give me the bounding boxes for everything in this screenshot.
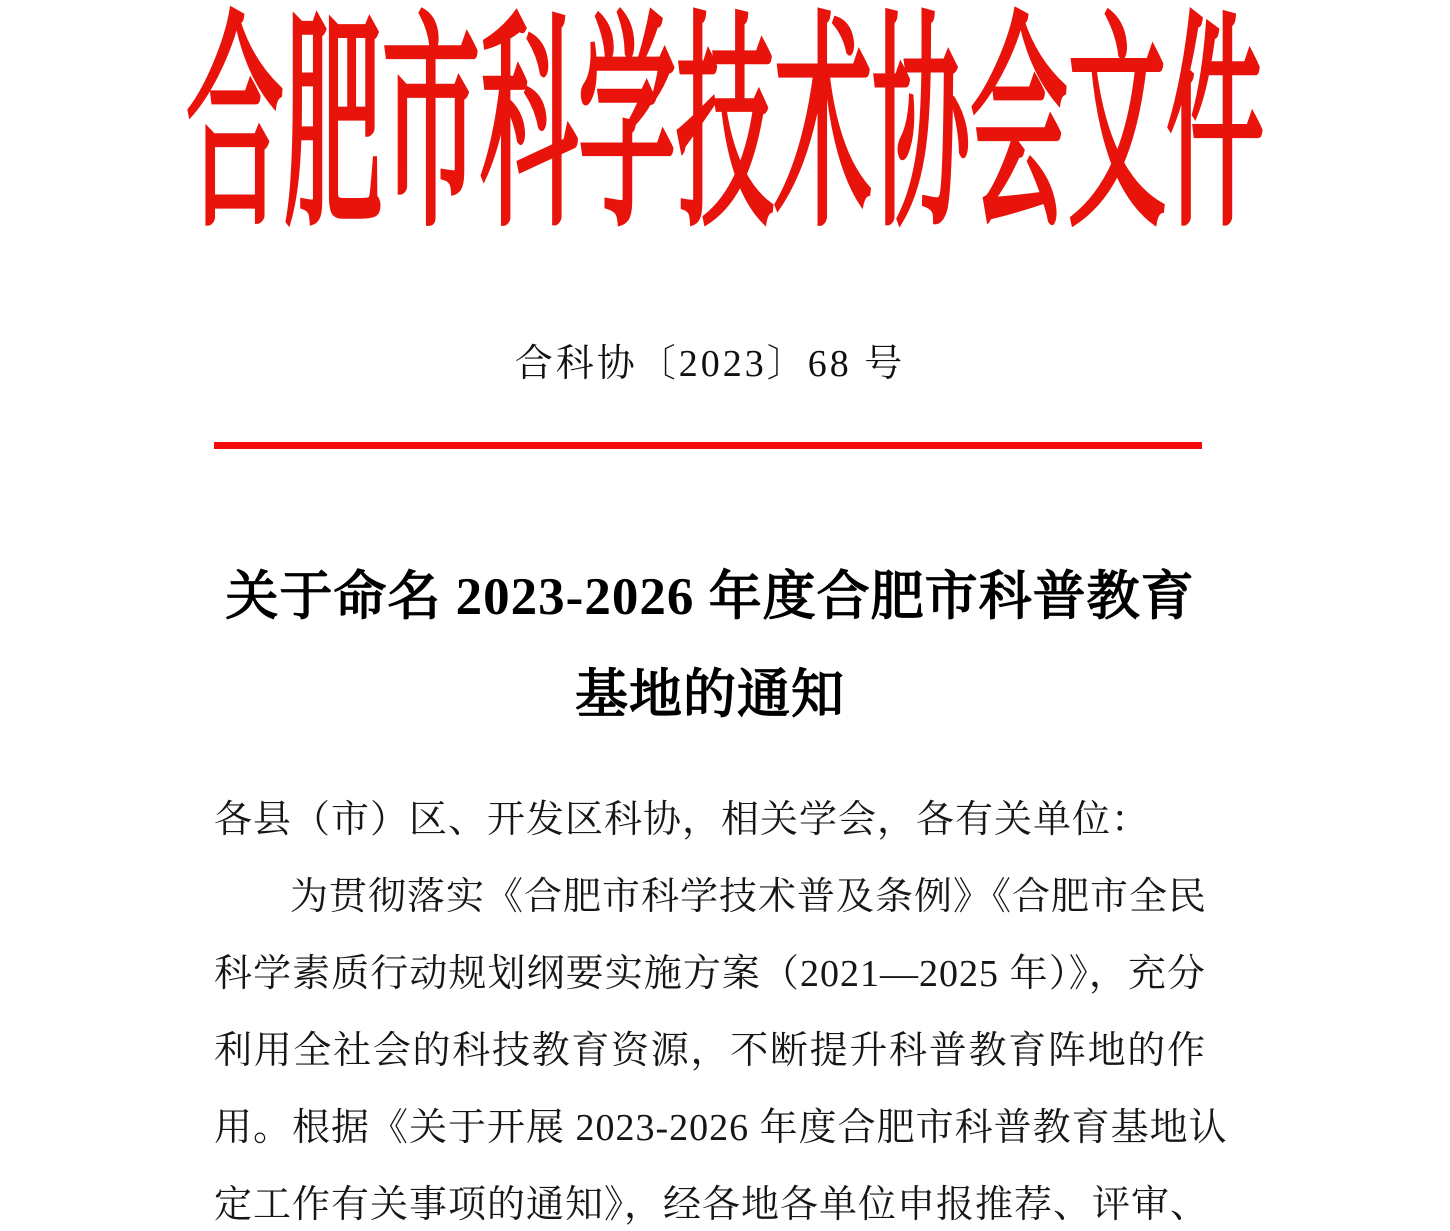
body-line: 定工作有关事项的通知》，经各地各单位申报推荐、评审、: [214, 1184, 1210, 1226]
notice-title-line-2: 基地的通知: [575, 666, 845, 724]
body-text: [214, 782, 1228, 1231]
document-number: 合科协〔2023〕68 号: [514, 343, 906, 385]
notice-title: [214, 548, 1206, 744]
body-line: 利用全社会的科技教育资源，不断提升科普教育阵地的作: [214, 1030, 1206, 1072]
document-header-title: 合肥市科学技术协会文件: [185, 2, 1264, 257]
notice-title-line-1: 关于命名 2023-2026 年度合肥市科普教育: [225, 568, 1195, 626]
red-divider-rule: [214, 442, 1202, 449]
body-line: 为贯彻落实《合肥市科学技术普及条例》《合肥市全民: [290, 876, 1208, 918]
content-column: [214, 0, 1228, 1231]
salutation-line: 各县（市）区、开发区科协，相关学会，各有关单位：: [214, 799, 1151, 841]
body-line: 用。根据《关于开展 2023-2026 年度合肥市科普教育基地认: [214, 1107, 1228, 1149]
body-line: 科学素质行动规划纲要实施方案（2021—2025 年）》，充分: [214, 953, 1206, 995]
